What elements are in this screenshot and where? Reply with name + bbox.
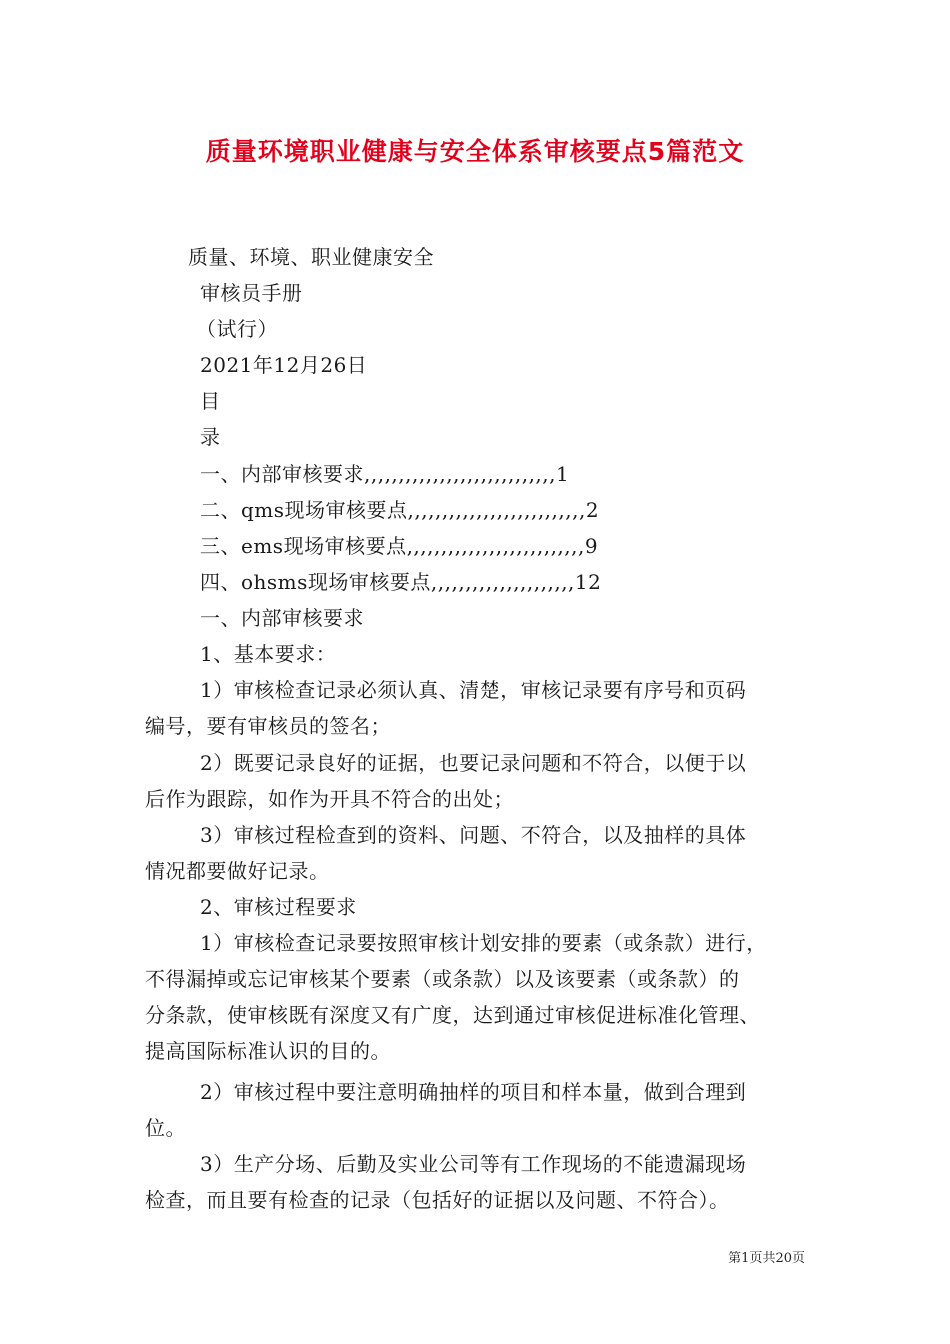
toc-entry: 二、qms现场审核要点,,,,,,,,,,,,,,,,,,,,,,,,,,2 <box>200 498 600 522</box>
paragraph-line: 提高国际标准认识的目的。 <box>145 1039 391 1063</box>
paragraph-line: 1）审核检查记录必须认真、清楚，审核记录要有序号和页码 <box>200 678 747 702</box>
paragraph-line: 1）审核检查记录要按照审核计划安排的要素（或条款）进行， <box>200 931 767 955</box>
section-heading: 一、内部审核要求 <box>200 606 364 630</box>
subsection-heading: 1、基本要求： <box>200 642 337 666</box>
text-line: 目 <box>200 389 221 413</box>
toc-entry: 三、ems现场审核要点,,,,,,,,,,,,,,,,,,,,,,,,,,9 <box>200 534 599 558</box>
text-line: 质量、环境、职业健康安全 <box>188 245 434 269</box>
paragraph-line: 3）审核过程检查到的资料、问题、不符合，以及抽样的具体 <box>200 823 747 847</box>
paragraph-line: 分条款，使审核既有深度又有广度，达到通过审核促进标准化管理、 <box>145 1003 760 1027</box>
paragraph-line: 不得漏掉或忘记审核某个要素（或条款）以及该要素（或条款）的 <box>145 967 740 991</box>
paragraph-line: 2）审核过程中要注意明确抽样的项目和样本量，做到合理到 <box>200 1080 747 1104</box>
paragraph-line: 编号，要有审核员的签名； <box>145 714 391 738</box>
paragraph-line: 位。 <box>145 1116 186 1140</box>
paragraph-line: 3）生产分场、后勤及实业公司等有工作现场的不能遗漏现场 <box>200 1152 747 1176</box>
subsection-heading: 2、审核过程要求 <box>200 895 357 919</box>
paragraph-line: 情况都要做好记录。 <box>145 859 330 883</box>
text-line: （试行） <box>196 317 278 341</box>
document-title: 质量环境职业健康与安全体系审核要点5篇范文 <box>205 137 745 166</box>
toc-entry: 一、内部审核要求,,,,,,,,,,,,,,,,,,,,,,,,,,,,1 <box>200 462 570 486</box>
text-line: 审核员手册 <box>200 281 303 305</box>
paragraph-line: 2）既要记录良好的证据，也要记录问题和不符合，以便于以 <box>200 751 747 775</box>
text-line: 2021年12月26日 <box>200 353 368 377</box>
toc-entry: 四、ohsms现场审核要点,,,,,,,,,,,,,,,,,,,,,12 <box>200 570 602 594</box>
paragraph-line: 检查，而且要有检查的记录（包括好的证据以及问题、不符合）。 <box>145 1188 730 1212</box>
text-line: 录 <box>200 425 221 449</box>
page-number: 第1页共20页 <box>728 1251 805 1266</box>
paragraph-line: 后作为跟踪，如作为开具不符合的出处； <box>145 787 514 811</box>
